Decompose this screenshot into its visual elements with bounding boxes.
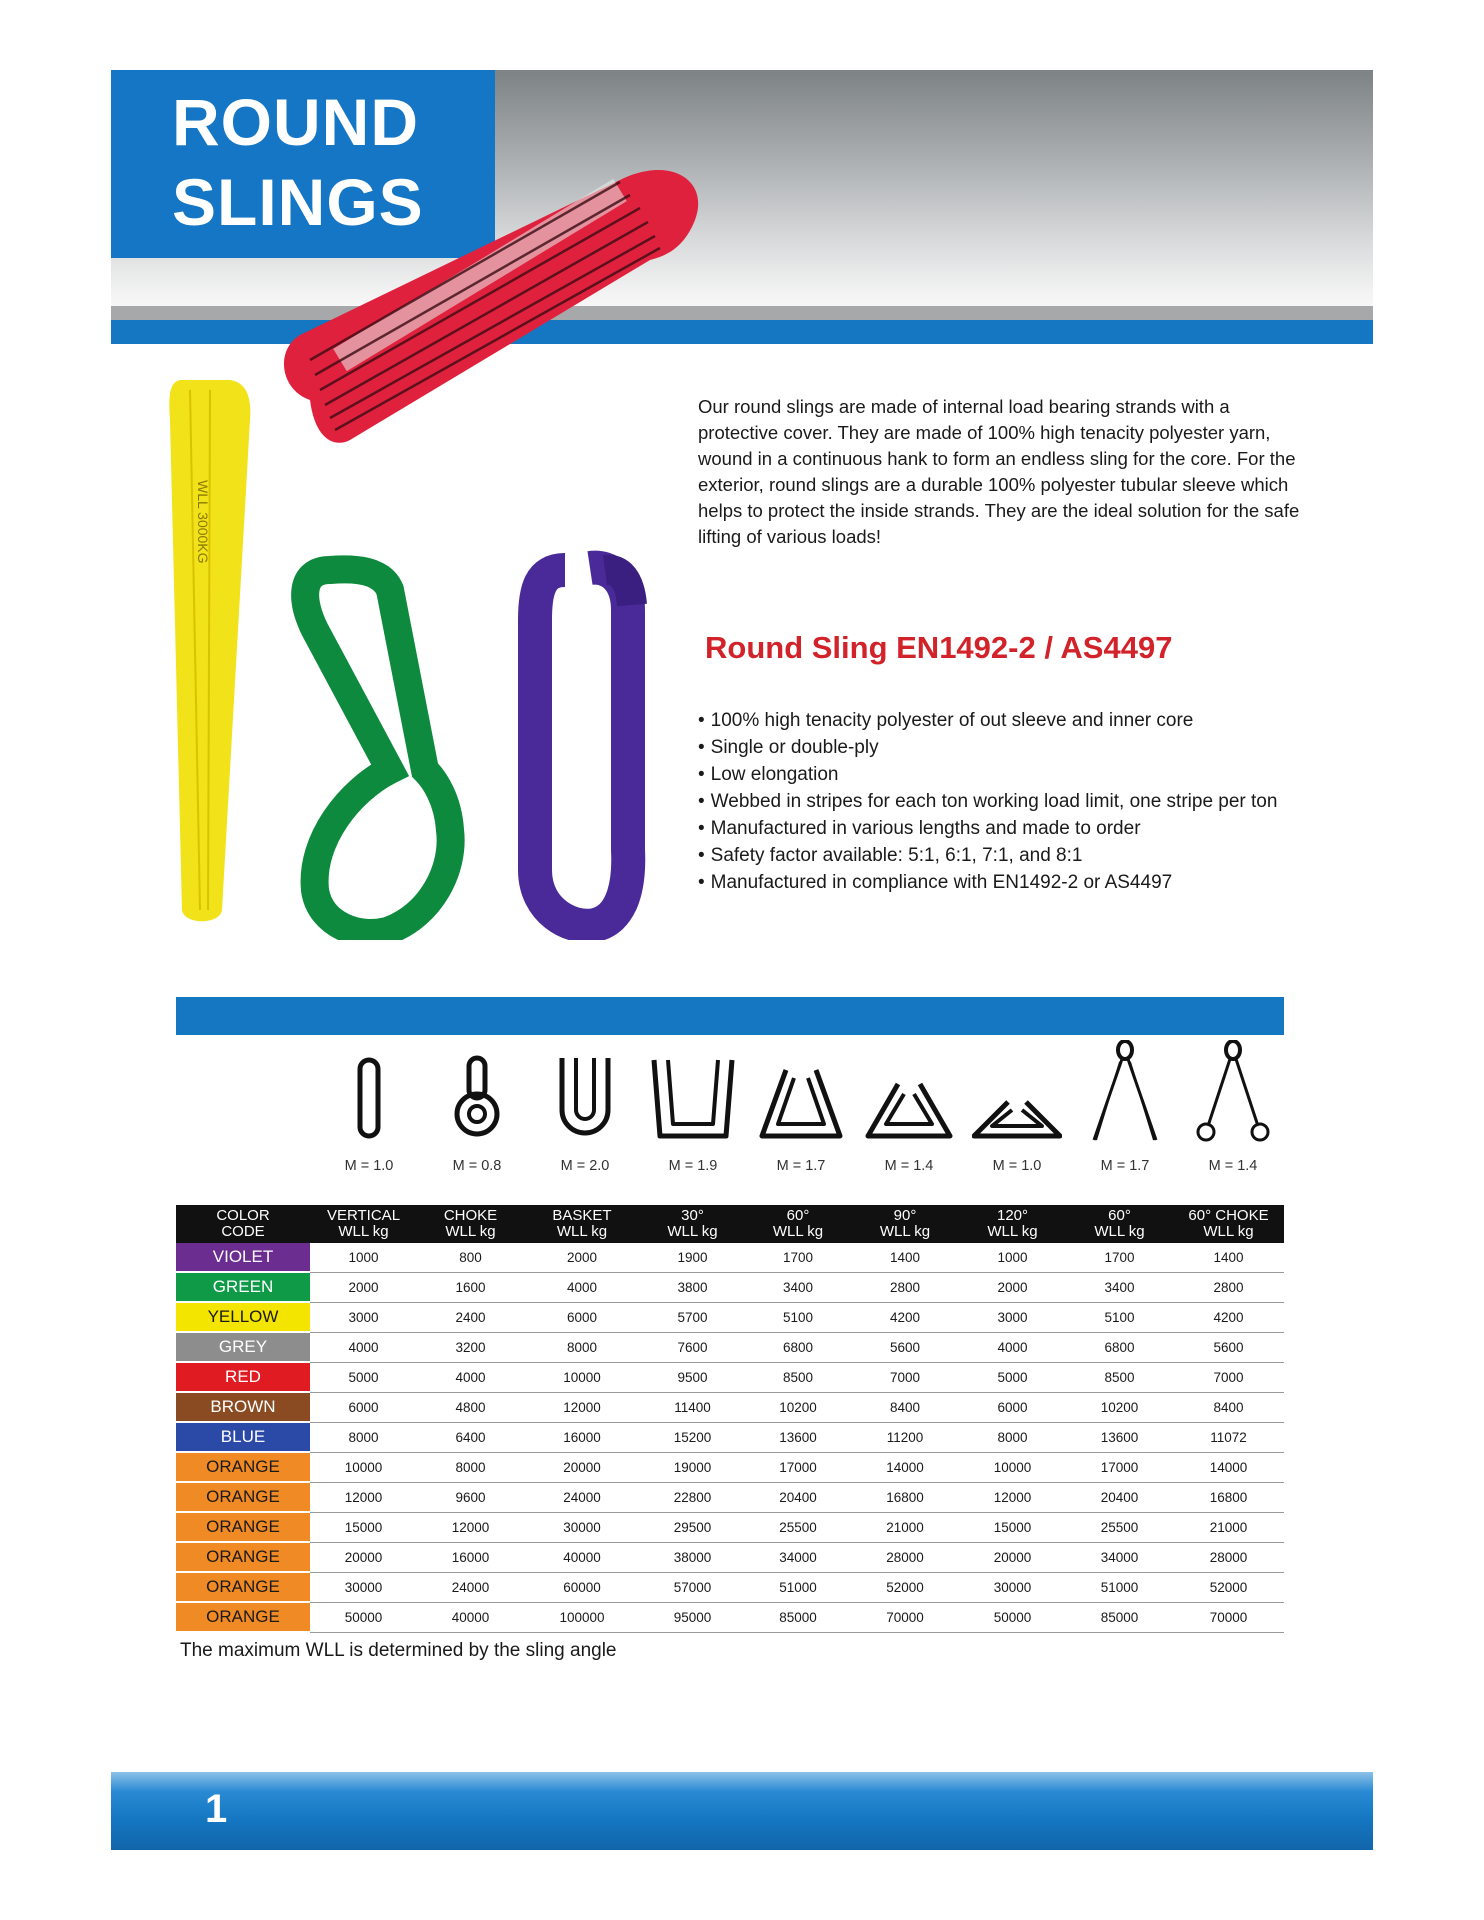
- wll-cell: 9500: [640, 1362, 745, 1392]
- wll-cell: 1400: [851, 1243, 959, 1272]
- column-header-line: 60°: [786, 1207, 810, 1224]
- wll-cell: 11400: [640, 1392, 745, 1422]
- wll-cell: 4000: [417, 1362, 524, 1392]
- color-code-cell: ORANGE: [176, 1482, 310, 1512]
- hitch-basket: [531, 1040, 639, 1180]
- wll-cell: 34000: [745, 1542, 851, 1572]
- wll-cell: 5000: [310, 1362, 417, 1392]
- basket-60-icon: [756, 1040, 846, 1150]
- table-row: [176, 1602, 1284, 1632]
- wll-cell: 8000: [524, 1332, 640, 1362]
- wll-cell: 9600: [417, 1482, 524, 1512]
- wll-cell: 30000: [310, 1572, 417, 1602]
- wll-cell: 28000: [1173, 1542, 1284, 1572]
- basket-30-icon: [648, 1040, 738, 1150]
- table-row: [176, 1302, 1284, 1332]
- wll-cell: 8500: [745, 1362, 851, 1392]
- multiplier-label: M = 1.0: [992, 1158, 1042, 1174]
- multiplier-label: M = 1.4: [884, 1158, 934, 1174]
- table-row: [176, 1512, 1284, 1542]
- wll-cell: 2800: [1173, 1272, 1284, 1302]
- feature-list: [698, 707, 1338, 896]
- color-code-cell: ORANGE: [176, 1572, 310, 1602]
- color-code-cell: GREY: [176, 1332, 310, 1362]
- red-sling-photo: [284, 170, 698, 443]
- feature-item: • Safety factor available: 5:1, 6:1, 7:1, and 8:1: [698, 842, 1338, 869]
- wll-cell: 3800: [640, 1272, 745, 1302]
- wll-cell: 13600: [745, 1422, 851, 1452]
- wll-cell: 2000: [959, 1272, 1066, 1302]
- two-leg-60-icon: [1080, 1040, 1170, 1150]
- table-section-bar: [176, 997, 1284, 1035]
- wll-cell: 3400: [1066, 1272, 1173, 1302]
- wll-cell: 21000: [851, 1512, 959, 1542]
- feature-item: • Manufactured in various lengths and made to order: [698, 815, 1338, 842]
- column-header-line: 120°: [996, 1207, 1029, 1224]
- green-sling-photo: [305, 569, 450, 933]
- wll-cell: 12000: [417, 1512, 524, 1542]
- wll-cell: 6800: [1066, 1332, 1173, 1362]
- hitch-vertical: [315, 1040, 423, 1180]
- wll-cell: 21000: [1173, 1512, 1284, 1542]
- hitch-30: [639, 1040, 747, 1180]
- wll-cell: 34000: [1066, 1542, 1173, 1572]
- product-title: Round Sling EN1492-2 / AS4497: [705, 630, 1173, 665]
- wll-cell: 20000: [959, 1542, 1066, 1572]
- wll-cell: 20000: [524, 1452, 640, 1482]
- basket-90-icon: [864, 1040, 954, 1150]
- wll-cell: 10200: [1066, 1392, 1173, 1422]
- wll-cell: 5100: [1066, 1302, 1173, 1332]
- column-header-line: CHOKE: [443, 1207, 498, 1224]
- wll-cell: 40000: [524, 1542, 640, 1572]
- color-code-cell: RED: [176, 1362, 310, 1392]
- wll-cell: 38000: [640, 1542, 745, 1572]
- page-number: 1: [205, 1787, 228, 1831]
- hitch-60: [747, 1040, 855, 1180]
- wll-cell: 4800: [417, 1392, 524, 1422]
- choke-hitch-icon: [432, 1040, 522, 1150]
- color-code-cell: ORANGE: [176, 1542, 310, 1572]
- hitch-two-leg-60: [1071, 1040, 1179, 1180]
- wll-table: [176, 1205, 1284, 1633]
- wll-cell: 70000: [851, 1602, 959, 1632]
- wll-cell: 60000: [524, 1572, 640, 1602]
- wll-cell: 52000: [851, 1572, 959, 1602]
- column-header-line: 60°: [1108, 1207, 1131, 1224]
- multiplier-label: M = 1.7: [776, 1158, 826, 1174]
- table-row: [176, 1332, 1284, 1362]
- wll-cell: 40000: [417, 1602, 524, 1632]
- table-row: [176, 1272, 1284, 1302]
- hitch-90: [855, 1040, 963, 1180]
- column-header-line: WLL kg: [556, 1223, 608, 1240]
- multiplier-label: M = 1.7: [1100, 1158, 1150, 1174]
- wll-cell: 5100: [745, 1302, 851, 1332]
- color-code-cell: BROWN: [176, 1392, 310, 1422]
- column-header-line: WLL kg: [879, 1223, 931, 1240]
- column-header-line: WLL kg: [1094, 1223, 1145, 1240]
- wll-cell: 10000: [310, 1452, 417, 1482]
- wll-cell: 3200: [417, 1332, 524, 1362]
- column-header-line: WLL kg: [338, 1223, 389, 1240]
- footer-bar: [111, 1772, 1373, 1850]
- wll-cell: 1600: [417, 1272, 524, 1302]
- wll-cell: 15000: [310, 1512, 417, 1542]
- wll-cell: 1900: [640, 1243, 745, 1272]
- vertical-hitch-icon: [324, 1040, 414, 1150]
- wll-cell: 30000: [959, 1572, 1066, 1602]
- table-row: [176, 1243, 1284, 1272]
- wll-cell: 2400: [417, 1302, 524, 1332]
- wll-cell: 3400: [745, 1272, 851, 1302]
- feature-item: • 100% high tenacity polyester of out sleeve and inner core: [698, 707, 1338, 734]
- wll-cell: 10000: [959, 1452, 1066, 1482]
- column-header: [745, 1205, 851, 1243]
- column-header-line: 60° CHOKE: [1188, 1207, 1269, 1224]
- table-body: [176, 1243, 1284, 1632]
- page-title: ROUND SLINGS: [172, 85, 424, 239]
- intro-paragraph: Our round slings are made of internal load bearing strands with a protective cover. They are made of 100% high tenacity polyester yarn, wound in a continuous hank to form an endless sling for the core. For the exterior, round slings are a durable 100% polyester tubular sleeve which helps to protect the inside strands. They are the ideal solution for the safe lifting of various loads!: [698, 396, 1300, 547]
- wll-cell: 12000: [524, 1392, 640, 1422]
- column-header: [417, 1205, 524, 1243]
- feature-item: • Manufactured in compliance with EN1492-2 or AS4497: [698, 869, 1338, 896]
- wll-cell: 25500: [1066, 1512, 1173, 1542]
- table-row: [176, 1422, 1284, 1452]
- table-row: [176, 1482, 1284, 1512]
- table-footnote: The maximum WLL is determined by the sling angle: [180, 1640, 617, 1661]
- wll-cell: 4000: [959, 1332, 1066, 1362]
- wll-cell: 25500: [745, 1512, 851, 1542]
- wll-cell: 1700: [1066, 1243, 1173, 1272]
- color-code-cell: GREEN: [176, 1272, 310, 1302]
- wll-cell: 16800: [851, 1482, 959, 1512]
- column-header-line: WLL kg: [667, 1223, 718, 1240]
- hitch-two-leg-60-choke: [1179, 1040, 1287, 1180]
- wll-cell: 3000: [959, 1302, 1066, 1332]
- wll-cell: 16800: [1173, 1482, 1284, 1512]
- wll-cell: 70000: [1173, 1602, 1284, 1632]
- color-code-cell: VIOLET: [176, 1243, 310, 1272]
- wll-cell: 29500: [640, 1512, 745, 1542]
- feature-item: • Webbed in stripes for each ton working load limit, one stripe per ton: [698, 788, 1338, 815]
- multiplier-label: M = 2.0: [560, 1158, 610, 1174]
- multiplier-label: M = 1.0: [344, 1158, 394, 1174]
- column-header: [1066, 1205, 1173, 1243]
- wll-cell: 28000: [851, 1542, 959, 1572]
- wll-cell: 15200: [640, 1422, 745, 1452]
- feature-item: • Low elongation: [698, 761, 1338, 788]
- wll-cell: 4200: [851, 1302, 959, 1332]
- wll-cell: 15000: [959, 1512, 1066, 1542]
- wll-cell: 1000: [959, 1243, 1066, 1272]
- wll-cell: 5600: [1173, 1332, 1284, 1362]
- table-row: [176, 1362, 1284, 1392]
- wll-cell: 1400: [1173, 1243, 1284, 1272]
- wll-cell: 24000: [524, 1482, 640, 1512]
- wll-cell: 2800: [851, 1272, 959, 1302]
- wll-cell: 1700: [745, 1243, 851, 1272]
- wll-cell: 17000: [745, 1452, 851, 1482]
- wll-cell: 100000: [524, 1602, 640, 1632]
- column-header: [310, 1205, 417, 1243]
- column-header-line: BASKET: [552, 1207, 612, 1224]
- multiplier-label: M = 1.9: [668, 1158, 718, 1174]
- color-code-cell: ORANGE: [176, 1512, 310, 1542]
- wll-cell: 51000: [745, 1572, 851, 1602]
- wll-cell: 5700: [640, 1302, 745, 1332]
- wll-cell: 5600: [851, 1332, 959, 1362]
- feature-item: • Single or double-ply: [698, 734, 1338, 761]
- table-row: [176, 1572, 1284, 1602]
- multiplier-label: M = 0.8: [452, 1158, 502, 1174]
- table-row: [176, 1542, 1284, 1572]
- wll-cell: 6800: [745, 1332, 851, 1362]
- column-header-line: WLL kg: [987, 1223, 1038, 1240]
- wll-cell: 5000: [959, 1362, 1066, 1392]
- column-header-line: WLL kg: [772, 1223, 824, 1240]
- column-header-line: 30°: [681, 1207, 704, 1224]
- hitch-diagrams: [315, 1040, 1285, 1180]
- basket-120-icon: [972, 1040, 1062, 1150]
- color-code-cell: ORANGE: [176, 1602, 310, 1632]
- wll-cell: 30000: [524, 1512, 640, 1542]
- column-header: [176, 1205, 310, 1243]
- column-header: [640, 1205, 745, 1243]
- wll-cell: 8400: [851, 1392, 959, 1422]
- column-header-line: CODE: [221, 1223, 265, 1240]
- wll-cell: 20400: [745, 1482, 851, 1512]
- color-code-cell: ORANGE: [176, 1452, 310, 1482]
- wll-cell: 6400: [417, 1422, 524, 1452]
- color-code-cell: BLUE: [176, 1422, 310, 1452]
- wll-cell: 12000: [959, 1482, 1066, 1512]
- column-header: [959, 1205, 1066, 1243]
- wll-cell: 8000: [417, 1452, 524, 1482]
- column-header-line: WLL kg: [1203, 1223, 1254, 1240]
- wll-cell: 95000: [640, 1602, 745, 1632]
- wll-cell: 19000: [640, 1452, 745, 1482]
- wll-cell: 14000: [851, 1452, 959, 1482]
- yellow-sling-photo: [169, 380, 250, 921]
- wll-cell: 50000: [310, 1602, 417, 1632]
- wll-cell: 16000: [524, 1422, 640, 1452]
- wll-cell: 8000: [310, 1422, 417, 1452]
- two-leg-60-choke-icon: [1188, 1040, 1278, 1150]
- column-header-line: VERTICAL: [326, 1207, 401, 1224]
- table-row: [176, 1452, 1284, 1482]
- wll-cell: 6000: [310, 1392, 417, 1422]
- table-header-row: [176, 1205, 1284, 1243]
- wll-cell: 85000: [745, 1602, 851, 1632]
- wll-cell: 4000: [310, 1332, 417, 1362]
- wll-cell: 2000: [310, 1272, 417, 1302]
- column-header-line: 90°: [893, 1207, 917, 1224]
- wll-cell: 11200: [851, 1422, 959, 1452]
- table-row: [176, 1392, 1284, 1422]
- wll-cell: 16000: [417, 1542, 524, 1572]
- wll-cell: 3000: [310, 1302, 417, 1332]
- wll-cell: 85000: [1066, 1602, 1173, 1632]
- yellow-sling-label: WLL 3000KG: [195, 480, 211, 564]
- wll-cell: 24000: [417, 1572, 524, 1602]
- wll-cell: 12000: [310, 1482, 417, 1512]
- wll-cell: 7600: [640, 1332, 745, 1362]
- wll-cell: 22800: [640, 1482, 745, 1512]
- product-photos: [150, 150, 710, 940]
- hitch-120: [963, 1040, 1071, 1180]
- wll-cell: 52000: [1173, 1572, 1284, 1602]
- column-header-line: COLOR: [216, 1207, 270, 1224]
- column-header: [1173, 1205, 1284, 1243]
- multiplier-label: M = 1.4: [1208, 1158, 1258, 1174]
- column-header-line: WLL kg: [445, 1223, 496, 1240]
- wll-cell: 13600: [1066, 1422, 1173, 1452]
- wll-cell: 10200: [745, 1392, 851, 1422]
- wll-cell: 800: [417, 1243, 524, 1272]
- table-header: [176, 1205, 1284, 1243]
- wll-cell: 6000: [524, 1302, 640, 1332]
- wll-cell: 11072: [1173, 1422, 1284, 1452]
- wll-cell: 17000: [1066, 1452, 1173, 1482]
- column-header: [524, 1205, 640, 1243]
- wll-cell: 8400: [1173, 1392, 1284, 1422]
- wll-cell: 8500: [1066, 1362, 1173, 1392]
- wll-cell: 4000: [524, 1272, 640, 1302]
- wll-cell: 51000: [1066, 1572, 1173, 1602]
- wll-cell: 4200: [1173, 1302, 1284, 1332]
- wll-cell: 57000: [640, 1572, 745, 1602]
- purple-sling-photo: [535, 568, 632, 926]
- wll-cell: 6000: [959, 1392, 1066, 1422]
- column-header: [851, 1205, 959, 1243]
- wll-cell: 1000: [310, 1243, 417, 1272]
- wll-cell: 7000: [1173, 1362, 1284, 1392]
- wll-cell: 20400: [1066, 1482, 1173, 1512]
- color-code-cell: YELLOW: [176, 1302, 310, 1332]
- hitch-choke: [423, 1040, 531, 1180]
- wll-cell: 50000: [959, 1602, 1066, 1632]
- wll-cell: 20000: [310, 1542, 417, 1572]
- wll-cell: 10000: [524, 1362, 640, 1392]
- basket-hitch-icon: [540, 1040, 630, 1150]
- wll-cell: 2000: [524, 1243, 640, 1272]
- wll-cell: 7000: [851, 1362, 959, 1392]
- wll-cell: 14000: [1173, 1452, 1284, 1482]
- wll-cell: 8000: [959, 1422, 1066, 1452]
